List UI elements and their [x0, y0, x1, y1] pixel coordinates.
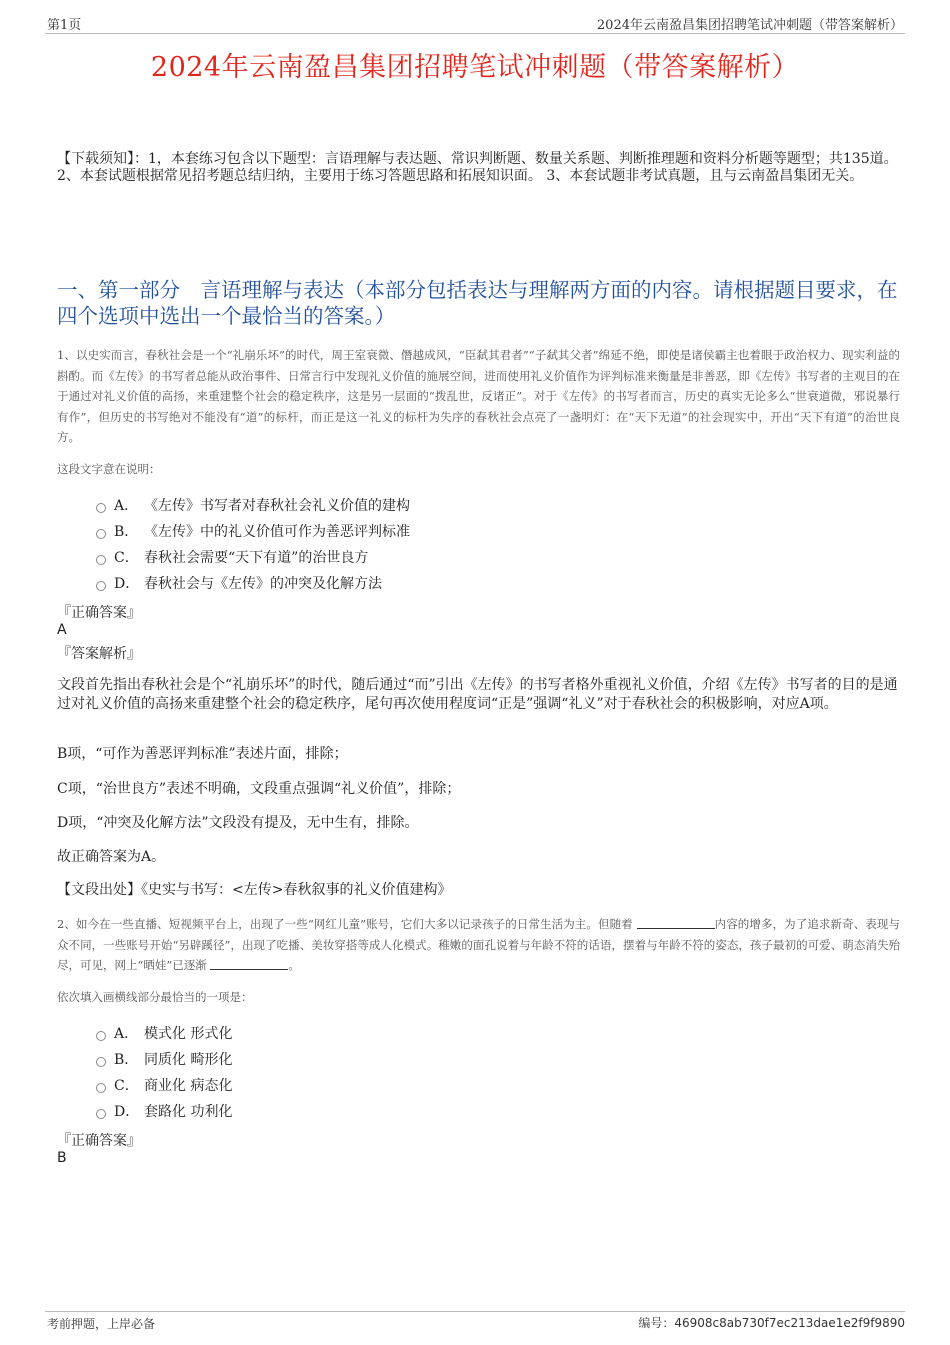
q1-option-a[interactable] [96, 496, 410, 516]
option-letter: D． [114, 576, 140, 592]
footer-code [638, 1314, 905, 1331]
q2-answer-value: B [57, 1150, 67, 1166]
option-text: 《左传》中的礼义价值可作为善恶评判标准 [144, 524, 410, 540]
q1-option-d[interactable] [96, 574, 382, 594]
radio-icon[interactable] [96, 581, 106, 591]
q2-stem-part3: 。 [288, 958, 300, 972]
option-letter: B． [114, 524, 139, 540]
option-text: 商业化 病态化 [144, 1078, 233, 1094]
option-letter: C． [114, 1078, 139, 1094]
q1-answer-label: 『正确答案』 [57, 605, 141, 621]
radio-icon[interactable] [96, 1057, 106, 1067]
fill-blank-2 [210, 957, 288, 970]
footer-code-value: 46908c8ab730f7ec213dae1e2f9f9890 [674, 1316, 905, 1330]
radio-icon[interactable] [96, 1109, 106, 1119]
q2-stem-part1: 2、如今在一些直播、短视频平台上，出现了一些“网红儿童”账号，它们大多以记录孩子的日常生活为主。但随着 [57, 917, 637, 931]
radio-icon[interactable] [96, 1083, 106, 1093]
q1-analysis-main: 文段首先指出春秋社会是个“礼崩乐坏”的时代，随后通过“而”引出《左传》的书写者格外重视礼义价值，介绍《左传》书写者的目的是通过对礼义价值的高扬来重建整个社会的稳定秩序，尾句再次使用程度词“正是”强调“礼义”对于春秋社会的积极影响，对应A项。 [57, 677, 898, 712]
q1-analysis-d: D项，“冲突及化解方法”文段没有提及，无中生有，排除。 [57, 815, 419, 831]
q1-analysis-c: C项，“治世良方”表述不明确，文段重点强调“礼义价值”，排除； [57, 781, 461, 797]
q1-stem: 1、以史实而言，春秋社会是一个“礼崩乐坏”的时代，周王室衰微、僭越成风，“臣弑其君者”“子弑其父者”绵延不绝，即使是诸侯霸主也着眼于政治权力、现实利益的斟酌。而《左传》的书写者总能从政治事件、日常言行中发现礼义价值的施展空间，进而使用礼义价值作为评判标准来衡量是非善恶，即《左传》书写者的主观目的在于通过对礼义价值的高扬，来重建整个社会的稳定秩序，这是另一层面的“拨乱世，反诸正”。对于《左传》的书写者而言，历史的真实无论多么“世衰道微，邪说暴行有作”，但历史的书写绝对不能没有“道”的标杆，而正是这一礼义的标杆为失序的春秋社会点亮了一盏明灯：在“天下无道”的社会现实中，开出“天下有道”的治世良方。 [57, 348, 900, 444]
option-text: 模式化 形式化 [144, 1026, 233, 1042]
option-text: 同质化 畸形化 [144, 1052, 233, 1068]
radio-icon[interactable] [96, 1031, 106, 1041]
q1-analysis-b: B项，“可作为善恶评判标准”表述片面，排除； [57, 746, 348, 762]
option-text: 《左传》书写者对春秋社会礼义价值的建构 [144, 498, 410, 514]
option-text: 春秋社会与《左传》的冲突及化解方法 [144, 576, 382, 592]
option-letter: A． [114, 498, 139, 514]
q2-stem [57, 914, 900, 976]
page-number: 第1页 [47, 18, 82, 33]
q2-stem-part2: 内容的增多，为了追求新奇、表现与众不同，一些账号开始“另辟蹊径”，出现了吃播、美妆穿搭等成人化模式。稚嫩的面孔说着与年龄不符的话语，摆着与年龄不符的姿态，孩子最初的可爱、萌态消失殆尽，可见，网上“晒娃”已逐渐 [57, 917, 900, 972]
q1-analysis-label: 『答案解析』 [57, 646, 141, 662]
q1-answer-value: A [57, 622, 67, 638]
option-text: 春秋社会需要“天下有道”的治世良方 [144, 550, 369, 566]
header-divider [45, 33, 905, 34]
footer-divider [45, 1311, 905, 1312]
q2-option-d[interactable] [96, 1102, 232, 1122]
q1-source: 【文段出处】《史实与书写：<左传>春秋叙事的礼义价值建构》 [57, 882, 452, 898]
option-letter: B． [114, 1052, 139, 1068]
option-text: 套路化 功利化 [144, 1104, 233, 1120]
radio-icon[interactable] [96, 529, 106, 539]
q2-answer-label: 『正确答案』 [57, 1133, 141, 1149]
fill-blank-1 [637, 916, 715, 929]
option-letter: D． [114, 1104, 140, 1120]
q1-prompt: 这段文字意在说明： [57, 462, 161, 476]
q2-option-b[interactable] [96, 1050, 232, 1070]
footer-slogan: 考前押题，上岸必备 [47, 1317, 156, 1331]
q1-analysis-conclusion: 故正确答案为A。 [57, 849, 166, 865]
section-heading: 一、第一部分 言语理解与表达（本部分包括表达与理解两方面的内容。请根据题目要求，在四个选项中选出一个最恰当的答案。） [57, 278, 898, 328]
header-doc-title: 2024年云南盈昌集团招聘笔试冲刺题（带答案解析） [596, 18, 903, 33]
option-letter: A． [114, 1026, 139, 1042]
q2-option-a[interactable] [96, 1024, 232, 1044]
q1-option-b[interactable] [96, 522, 410, 542]
download-notice: 【下载须知】：1，本套练习包含以下题型：言语理解与表达题、常识判断题、数量关系题、判断推理题和资料分析题等题型；共135道。 2、本套试题根据常见招考题总结归纳，主要用于练习答题思路和拓展知识面。 3、本套试题非考试真题，且与云南盈昌集团无关。 [57, 151, 898, 184]
radio-icon[interactable] [96, 555, 106, 565]
footer-code-label: 编号： [638, 1316, 675, 1330]
q2-prompt: 依次填入画横线部分最恰当的一项是： [57, 990, 253, 1004]
page-title: 2024年云南盈昌集团招聘笔试冲刺题（带答案解析） [150, 52, 800, 83]
radio-icon[interactable] [96, 503, 106, 513]
q1-option-c[interactable] [96, 548, 368, 568]
option-letter: C． [114, 550, 139, 566]
q2-option-c[interactable] [96, 1076, 232, 1096]
